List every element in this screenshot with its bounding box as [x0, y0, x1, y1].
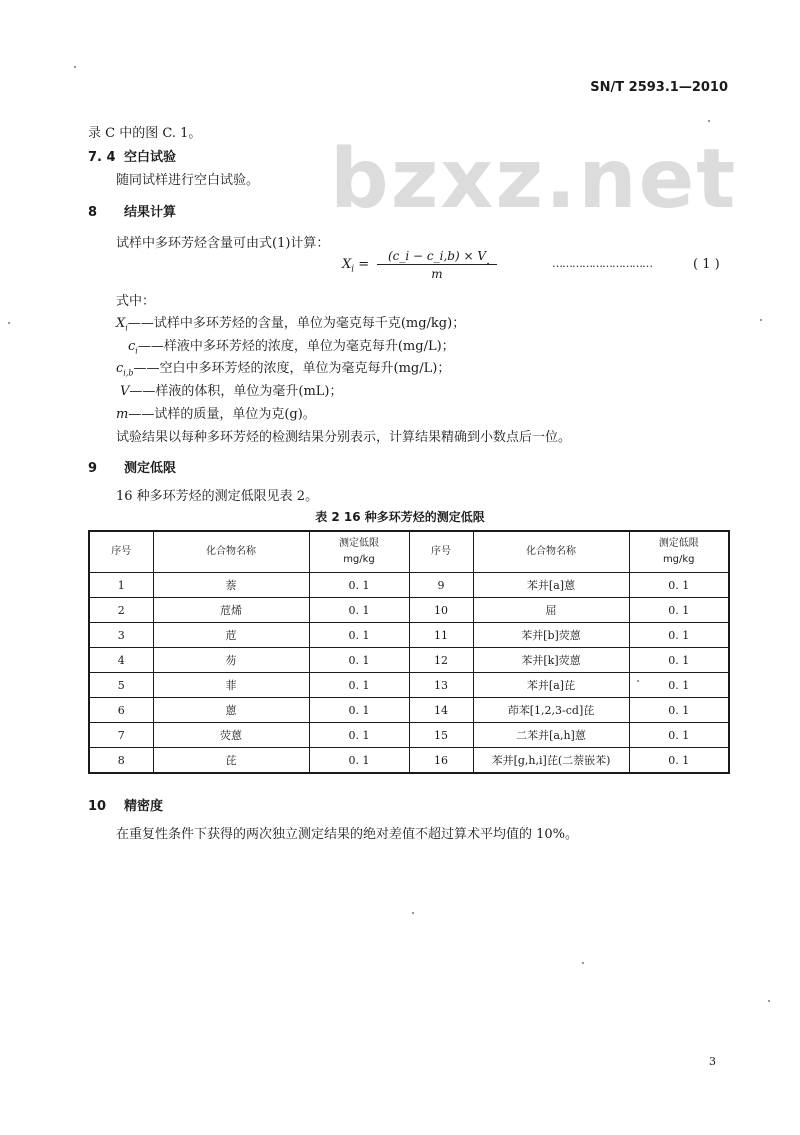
cell-seq: 7 — [89, 723, 153, 748]
formula-symbol: X — [342, 257, 352, 272]
scan-speck — [708, 120, 710, 122]
header-limit-label: 测定低限 — [658, 538, 699, 549]
header-seq: 序号 — [409, 531, 473, 573]
cell-compound: 苯并[a]芘 — [473, 673, 629, 698]
formula-dot: · — [486, 257, 491, 272]
definition-text: ——试样中多环芳烃的含量，单位为毫克每千克(mg/kg)； — [127, 316, 466, 331]
cell-compound: 芘 — [153, 748, 309, 774]
formula-lhs — [342, 257, 369, 275]
section-title: 精密度 — [124, 799, 164, 814]
section-title: 结果计算 — [124, 205, 177, 220]
cell-compound: 苊烯 — [153, 598, 309, 623]
cell-seq: 1 — [89, 573, 153, 598]
cell-compound: 茚苯[1,2,3-cd]芘 — [473, 698, 629, 723]
cell-limit: 0. 1 — [309, 648, 409, 673]
cell-seq: 4 — [89, 648, 153, 673]
scan-speck — [760, 319, 762, 321]
cell-limit: 0. 1 — [309, 698, 409, 723]
definition-line — [116, 312, 465, 333]
header-compound: 化合物名称 — [473, 531, 629, 573]
definition-subscript: i — [135, 346, 138, 356]
section-number: 9 — [88, 461, 98, 476]
section-9-heading — [88, 457, 176, 476]
definition-text: ——空白中多环芳烃的浓度，单位为毫克每升(mg/L)； — [133, 361, 451, 376]
scan-speck — [582, 962, 584, 964]
definition-symbol: c — [116, 361, 124, 376]
formula-fraction — [377, 249, 497, 281]
cell-compound: 苯并[g,h,i]芘(二萘嵌苯) — [473, 748, 629, 774]
cell-limit: 0. 1 — [629, 648, 729, 673]
cell-seq: 9 — [409, 573, 473, 598]
formula-number: ( 1 ) — [693, 257, 720, 272]
cell-limit: 0. 1 — [309, 598, 409, 623]
section-number: 8 — [88, 205, 98, 220]
scan-speck — [637, 680, 639, 682]
detection-limit-table — [88, 530, 730, 774]
header-limit — [309, 531, 409, 573]
table-row — [89, 748, 729, 774]
table-row — [89, 698, 729, 723]
cell-compound: 苯并[a]蒽 — [473, 573, 629, 598]
section-7-4-heading — [88, 146, 176, 165]
definition-symbol: c — [128, 339, 136, 354]
section-title: 空白试验 — [124, 150, 177, 165]
cell-limit: 0. 1 — [309, 623, 409, 648]
definition-line — [120, 380, 343, 399]
table-row — [89, 623, 729, 648]
header-limit-label: 测定低限 — [339, 538, 379, 549]
cell-compound: 芴 — [153, 648, 309, 673]
cell-compound: 蒽 — [153, 698, 309, 723]
definition-symbol: X — [116, 316, 126, 331]
table-row — [89, 648, 729, 673]
header-limit-unit: mg/kg — [662, 554, 695, 565]
definition-text: ——样液中多环芳烃的浓度，单位为毫克每升(mg/L)； — [137, 339, 455, 354]
definition-line — [128, 335, 455, 356]
cell-compound: 荧蒽 — [153, 723, 309, 748]
cell-limit: 0. 1 — [309, 723, 409, 748]
table-row — [89, 598, 729, 623]
cell-seq: 5 — [89, 673, 153, 698]
header-limit-unit: mg/kg — [343, 554, 375, 565]
cell-limit: 0. 1 — [309, 673, 409, 698]
formula-equals: = — [358, 257, 370, 272]
header-compound: 化合物名称 — [153, 531, 309, 573]
watermark: bzxz.net — [330, 132, 738, 227]
cell-seq: 6 — [89, 698, 153, 723]
continuation-text: 录 C 中的图 C. 1。 — [88, 126, 202, 141]
cell-compound: 苊 — [153, 623, 309, 648]
table-intro: 16 种多环芳烃的测定低限见表 2。 — [116, 489, 319, 504]
cell-compound: 苯并[k]荧蒽 — [473, 648, 629, 673]
section-number: 10 — [88, 799, 107, 814]
table-caption: 表 2 16 种多环芳烃的测定低限 — [315, 510, 485, 524]
cell-seq: 13 — [409, 673, 473, 698]
where-label: 式中： — [116, 294, 156, 309]
formula-denominator: m — [431, 267, 443, 281]
table-row — [89, 723, 729, 748]
cell-limit: 0. 1 — [629, 748, 729, 774]
formula-numerator: (c_i − c_i,b) × V — [377, 249, 497, 265]
cell-seq: 14 — [409, 698, 473, 723]
header-seq: 序号 — [89, 531, 153, 573]
definition-text: ——样液的体积，单位为毫升(mL)； — [129, 384, 343, 399]
standard-code: SN/T 2593.1—2010 — [590, 80, 728, 95]
cell-compound: 屈 — [473, 598, 629, 623]
section-title: 测定低限 — [124, 461, 177, 476]
cell-limit: 0. 1 — [309, 573, 409, 598]
cell-seq: 11 — [409, 623, 473, 648]
cell-seq: 15 — [409, 723, 473, 748]
section-number: 7. 4 — [88, 150, 116, 165]
scan-speck — [8, 322, 10, 324]
section-7-4-body: 随同试样进行空白试验。 — [116, 173, 260, 188]
definition-subscript: i — [125, 323, 128, 333]
formula-subscript: i — [351, 264, 355, 275]
cell-seq: 16 — [409, 748, 473, 774]
scan-speck — [74, 66, 76, 68]
section-10-body: 在重复性条件下获得的两次独立测定结果的绝对差值不超过算术平均值的 10%。 — [116, 827, 579, 842]
cell-limit: 0. 1 — [629, 623, 729, 648]
table-row — [89, 673, 729, 698]
cell-limit: 0. 1 — [629, 698, 729, 723]
result-note: 试验结果以每种多环芳烃的检测结果分别表示，计算结果精确到小数点后一位。 — [116, 430, 572, 445]
scan-speck — [768, 1000, 770, 1002]
formula-intro: 试样中多环芳烃含量可由式(1)计算： — [116, 236, 330, 251]
cell-compound: 菲 — [153, 673, 309, 698]
cell-seq: 8 — [89, 748, 153, 774]
cell-seq: 2 — [89, 598, 153, 623]
cell-limit: 0. 1 — [629, 673, 729, 698]
section-10-heading — [88, 795, 163, 814]
table-row — [89, 573, 729, 598]
formula-leader: ………………………… — [552, 257, 652, 270]
cell-limit: 0. 1 — [629, 598, 729, 623]
header-limit — [629, 531, 729, 573]
section-8-heading — [88, 201, 176, 220]
cell-compound: 二苯并[a,h]蒽 — [473, 723, 629, 748]
definition-symbol: V — [120, 384, 130, 399]
cell-seq: 12 — [409, 648, 473, 673]
cell-limit: 0. 1 — [629, 573, 729, 598]
table-header-row — [89, 531, 729, 573]
cell-compound: 萘 — [153, 573, 309, 598]
cell-limit: 0. 1 — [309, 748, 409, 774]
scan-speck — [412, 912, 414, 914]
cell-limit: 0. 1 — [629, 723, 729, 748]
definition-subscript: i,b — [123, 368, 134, 378]
definition-line — [116, 357, 450, 378]
definition-symbol: m — [116, 407, 129, 422]
definition-text: ——试样的质量，单位为克(g)。 — [128, 407, 316, 422]
cell-seq: 3 — [89, 623, 153, 648]
definition-line — [116, 403, 316, 422]
cell-seq: 10 — [409, 598, 473, 623]
cell-compound: 苯并[b]荧蒽 — [473, 623, 629, 648]
page-number: 3 — [709, 1055, 716, 1068]
